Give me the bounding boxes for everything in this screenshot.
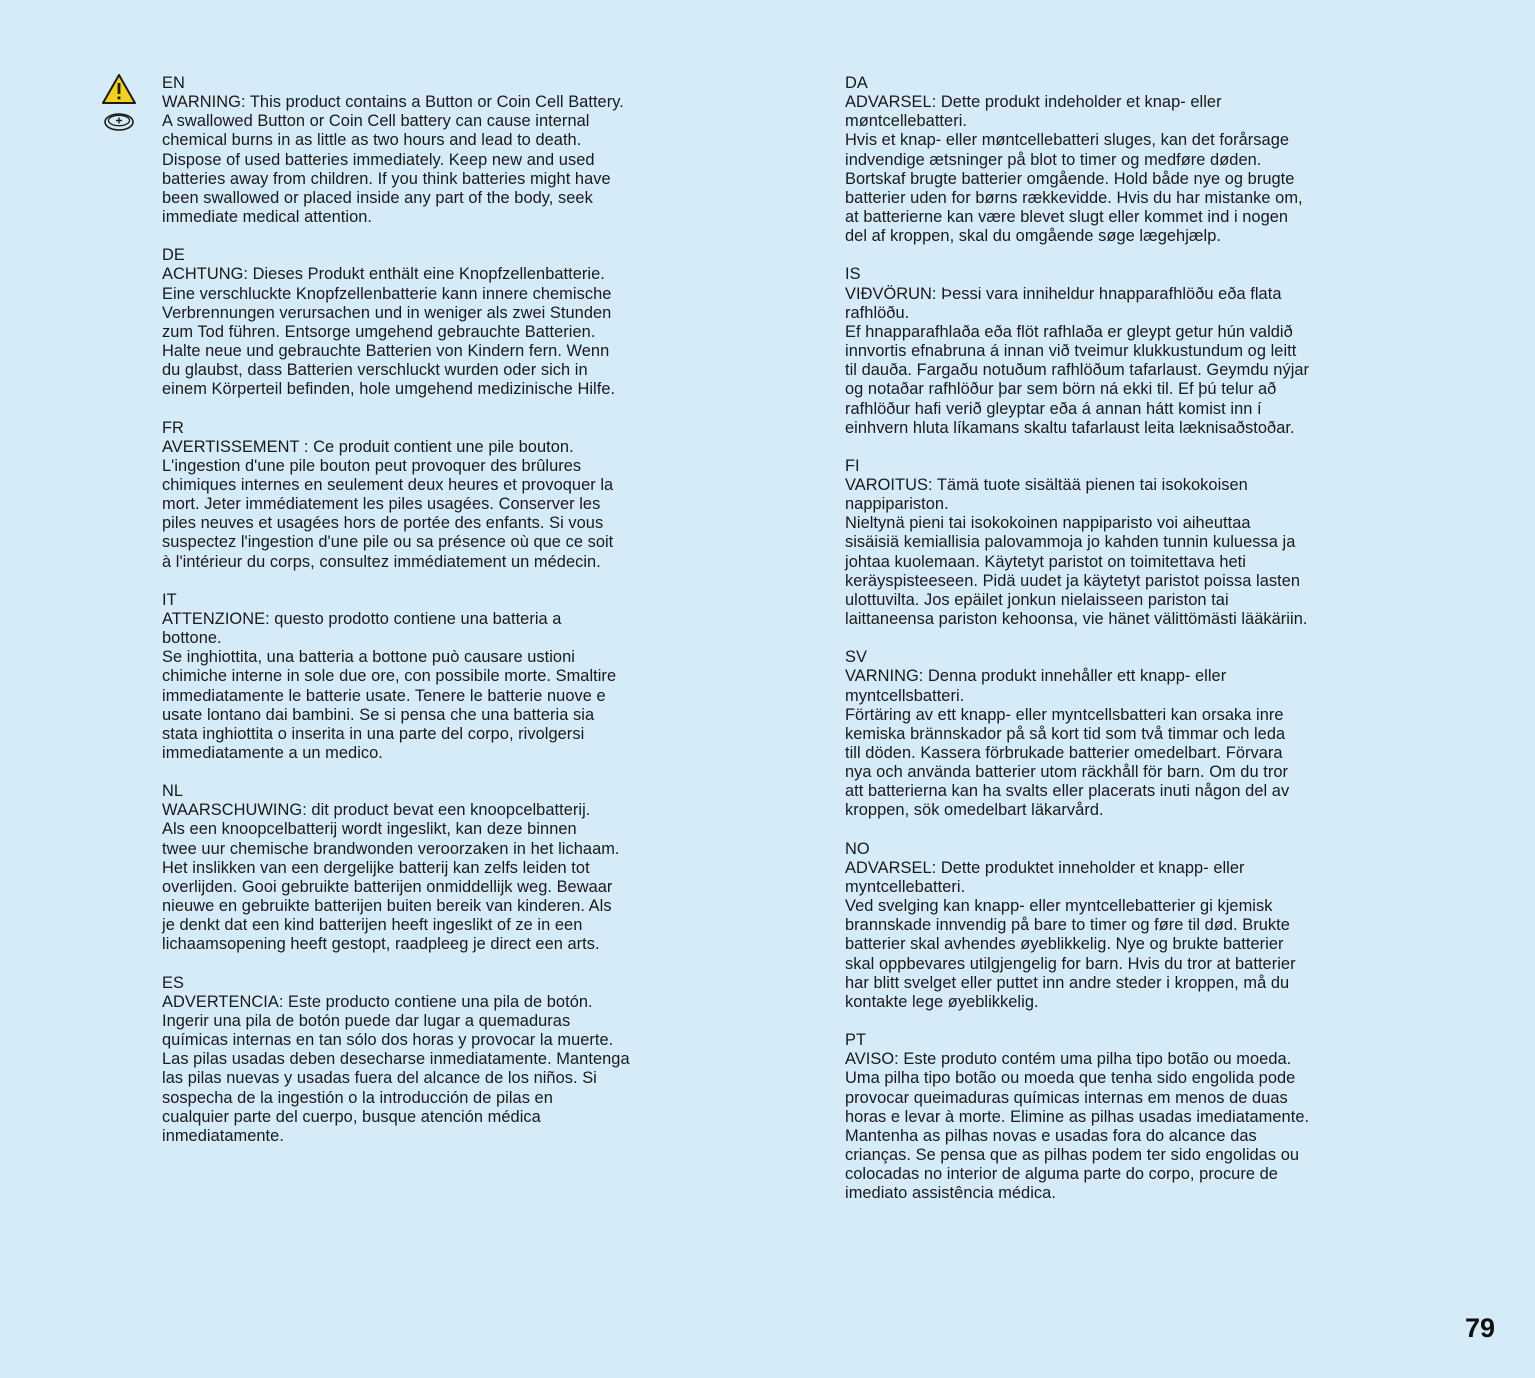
language-code: DA xyxy=(845,74,868,92)
coin-battery-icon xyxy=(101,111,137,133)
warning-text: AVISO: Este produto contém uma pilha tipo botão ou moeda. Uma pilha tipo botão ou moeda que tenha sido engolida pode provocar queimaduras químicas internas em menos de duas horas e levar à morte. Elimine as pilhas usadas imediatamente. Mantenha as pilhas novas e usadas fora do alcance das crianças. Se pensa que as pilhas podem ter sido engolidas ou colocadas no interior de alguma parte do corpo, procure de imediato assistência médica. xyxy=(845,1050,1310,1203)
warning-text: VIÐVÖRUN: Þessi vara inniheldur hnapparafhlöðu eða flata rafhlöðu. Ef hnapparafhlaða eða flöt rafhlaða er gleypt getur hún valdið innvortis efnabruna á innan við tveimur klukkustundum og leitt til dauða. Fargaðu notuðum rafhlöðum tafarlaust. Geymdu nýjar og notaðar rafhlöður þar sem börn ná ekki til. Ef þú telur að rafhlöður hafi verið gleyptar eða á annan hátt komist inn í einhvern hluta líkamans skaltu tafarlaust leita læknisaðstoðar. xyxy=(845,284,1310,437)
warning-section-da xyxy=(845,74,1385,246)
language-code: NL xyxy=(162,782,184,801)
warning-section-is xyxy=(845,265,1385,437)
warning-text: ACHTUNG: Dieses Produkt enthält eine Knopfzellenbatterie. Eine verschluckte Knopfzellenbatterie kann innere chemische Verbrennungen verursachen und in weniger als zwei Stunden zum Tod führen. Entsorge umgehend gebrauchte Batterien. Halte neue und gebrauchte Batterien von Kindern fern. Wenn du glaubst, dass Batterien verschluckt wurden oder sich in einem Körperteil befinden, hole umgehend medizinische Hilfe. xyxy=(162,265,616,399)
language-code: IS xyxy=(845,265,861,284)
warning-section-fr xyxy=(162,419,702,572)
language-code: FI xyxy=(845,456,860,475)
page-number: 79 xyxy=(1464,1313,1495,1343)
warning-text: ADVARSEL: Dette produkt indeholder et knap- eller møntcellebatteri. Hvis et knap- eller møntcellebatteri sluges, kan det forårsage indvendige ætsninger på blot to timer og medføre døden. Bortskaf brugte batterier omgående. Hold både nye og brugte batterier uden for børns rækkevidde. Hvis du har mistanke om, at batterierne kan være blevet slugt eller kommet ind i nogen del af kroppen, skal du omgående søge lægehjælp. xyxy=(845,93,1303,246)
warning-text: WAARSCHUWING: dit product bevat een knoopcelbatterij. Als een knoopcelbatterij wordt ingeslikt, kan deze binnen twee uur chemische brandwonden veroorzaken in het lichaam. Het inslikken van een dergelijke batterij kan zelfs leiden tot overlijden. Gooi gebruikte batterijen onmiddellijk weg. Bewaar nieuwe en gebruikte batterijen buiten bereik van kinderen. Als je denkt dat een kind batterijen heeft ingeslikt of ze in een lichaamsopening heeft gestopt, raadpleeg je direct een arts. xyxy=(162,801,620,954)
language-code: PT xyxy=(845,1031,867,1050)
language-code: DE xyxy=(162,246,185,265)
right-column xyxy=(845,74,1385,1222)
warning-section-es xyxy=(162,974,702,1146)
language-code: EN xyxy=(162,74,185,92)
warning-section-pt xyxy=(845,1031,1385,1203)
warning-text: ADVARSEL: Dette produktet inneholder et knapp- eller myntcellebatteri. Ved svelging kan knapp- eller myntcellebatterier gi kjemisk brannskade innvendig på bare to timer og føre til død. Brukte batterier skal avhendes øyeblikkelig. Nye og brukte batterier skal oppbevares utilgjengelig for barn. Hvis du tror at batterier har blitt svelget eller puttet inn andre steder i kroppen, må du kontakte lege øyeblikkelig. xyxy=(845,858,1296,1011)
language-code: IT xyxy=(162,590,177,609)
warning-section-en xyxy=(162,74,702,227)
language-code: NO xyxy=(845,839,870,858)
warning-text: VAROITUS: Tämä tuote sisältää pienen tai isokokoisen nappipariston. Nieltynä pieni tai isokokoinen nappiparisto voi aiheuttaa sisäisiä kemiallisia palovammoja jo kahden tunnin kuluessa ja johtaa kuolemaan. Käytetyt paristot on toimitettava heti keräyspisteeseen. Pidä uudet ja käytetyt paristot poissa lasten ulottuvilta. Jos epäilet jonkun nielaisseen pariston tai laittaneensa pariston kehoonsa, vie hänet välittömästi lääkäriin. xyxy=(845,475,1308,629)
warning-text: ADVERTENCIA: Este producto contiene una pila de botón. Ingerir una pila de botón puede dar lugar a quemaduras químicas internas en tan sólo dos horas y provocar la muerte. Las pilas usadas deben desecharse inmediatamente. Mantenga las pilas nuevas y usadas fuera del alcance de los niños. Si sospecha de la ingestión o la introducción de pilas en cualquier parte del cuerpo, busque atención médica inmediatamente. xyxy=(162,992,630,1145)
language-code: FR xyxy=(162,418,184,437)
warning-icons xyxy=(101,73,141,133)
language-code: ES xyxy=(162,973,184,992)
warning-triangle-icon xyxy=(101,73,137,105)
warning-section-fi xyxy=(845,457,1385,629)
warning-text: ATTENZIONE: questo prodotto contiene una batteria a bottone. Se inghiottita, una batteria a bottone può causare ustioni chimiche interne in sole due ore, con possibile morte. Smaltire immediatamente le batterie usate. Tenere le batterie nuove e usate lontano dai bambini. Se si pensa che una batteria sia stata inghiottita o inserita in una parte del corpo, rivolgersi immediatamente a un medico. xyxy=(162,609,617,762)
warning-section-no xyxy=(845,840,1385,1012)
warning-section-de xyxy=(162,246,702,399)
warning-section-nl xyxy=(162,782,702,954)
language-code: SV xyxy=(845,648,867,667)
warning-text: VARNING: Denna produkt innehåller ett knapp- eller myntcellsbatteri. Förtäring av ett knapp- eller myntcellsbatteri kan orsaka inre kemiska brännskador på så kort tid som två timmar och leda till döden. Kassera förbrukade batterier omedelbart. Förvara nya och använda batterier utom räckhåll för barn. Om du tror att batterierna kan ha svalts eller placerats inuti någon del av kroppen, sök omedelbart läkarvård. xyxy=(845,667,1290,820)
warning-text: AVERTISSEMENT : Ce produit contient une pile bouton. L'ingestion d'une pile bouton peut provoquer des brûlures chimiques internes en seulement deux heures et provoquer la mort. Jeter immédiatement les piles usagées. Conserver les piles neuves et usagées hors de portée des enfants. Si vous suspectez l'ingestion d'une pile ou sa présence où que ce soit à l'intérieur du corps, consultez immédiatement un médecin. xyxy=(162,437,614,571)
warning-section-it xyxy=(162,591,702,763)
warning-section-sv xyxy=(845,648,1385,820)
warning-text: WARNING: This product contains a Button or Coin Cell Battery. A swallowed Button or Coin Cell battery can cause internal chemical burns in as little as two hours and lead to death. Dispose of used batteries immediately. Keep new and used batteries away from children. If you think batteries might have been swallowed or placed inside any part of the body, seek immediate medical attention. xyxy=(162,93,624,227)
left-column xyxy=(162,74,702,1165)
